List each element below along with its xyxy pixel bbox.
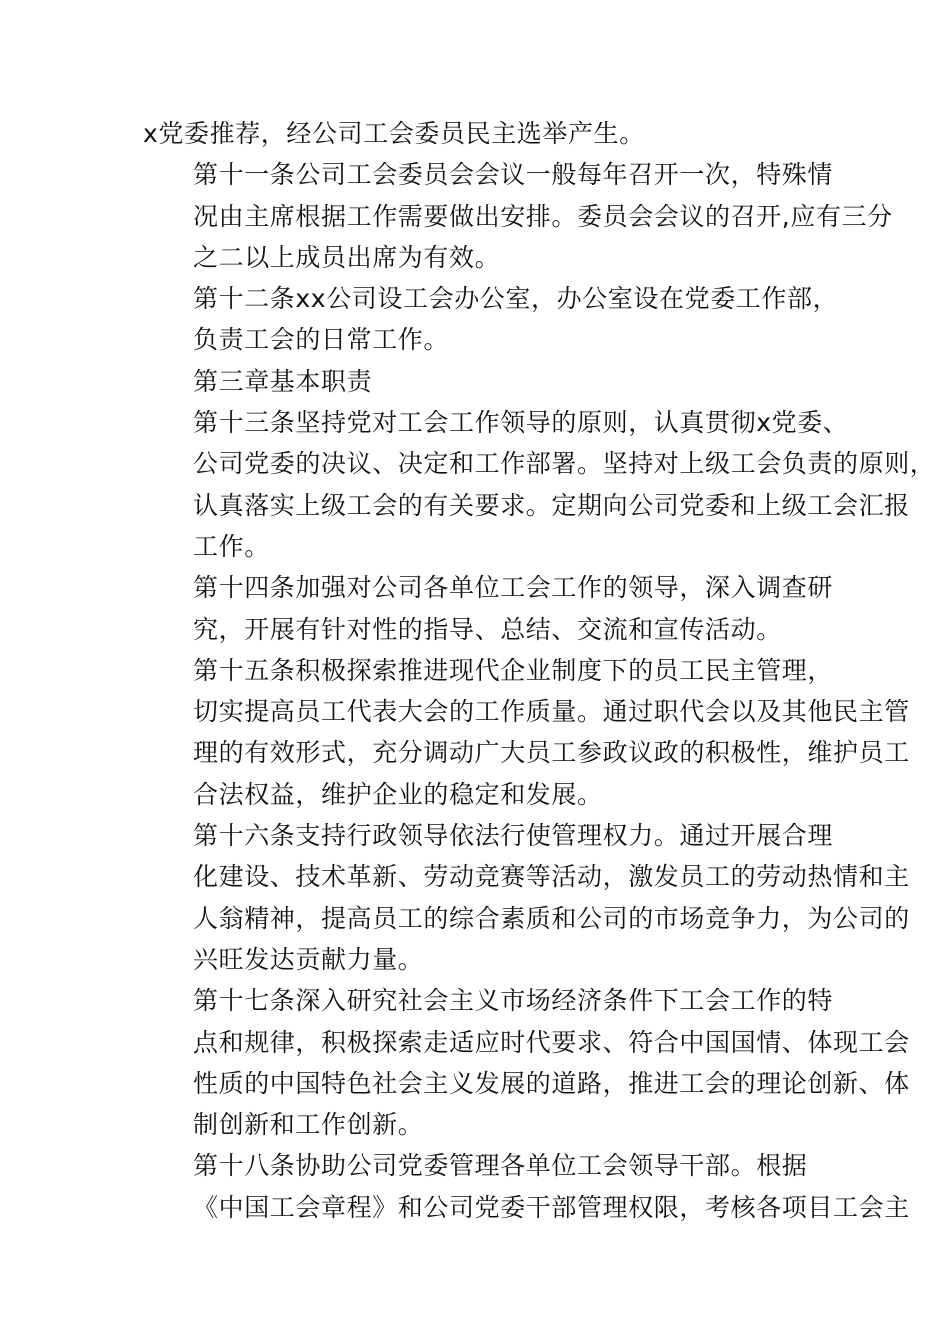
text-line: 第十七条深入研究社会主义市场经济条件下工会工作的特 [193, 986, 834, 1016]
text-line: 性质的中国特色社会主义发展的道路，推进工会的理论创新、体 [193, 1068, 910, 1098]
paragraph-p-article-11 [143, 154, 893, 278]
text-line: 公司党委的决议、决定和工作部署。坚持对上级工会负责的原则， [193, 449, 936, 479]
text-line: 第十一条公司工会委员会会议一般每年召开一次，特殊情 [193, 160, 834, 190]
text-line: 合法权益，维护企业的稳定和发展。 [193, 779, 603, 809]
paragraph-p-article-14 [143, 567, 834, 650]
text-line: x党委推荐，经公司工会委员民主选举产生。 [143, 119, 645, 148]
text-line: 兴旺发达贡献力量。 [193, 944, 424, 974]
text-line: 况由主席根据工作需要做出安排。委员会会议的召开,应有三分 [193, 201, 893, 231]
text-line: 理的有效形式，充分调动广大员工参政议政的积极性，维护员工 [193, 738, 910, 768]
text-line: 第十五条积极探索推进现代企业制度下的员工民主管理， [193, 655, 834, 685]
text-line: 第十二条xx公司设工会办公室，办公室设在党委工作部， [193, 284, 839, 314]
paragraph-p-article-12 [143, 278, 839, 361]
paragraph-p-article-15 [143, 650, 910, 815]
text-line: 工作。 [193, 531, 270, 561]
text-line: 人翁精神，提高员工的综合素质和公司的市场竞争力，为公司的 [193, 903, 910, 933]
paragraph-p-chapter-3 [143, 361, 813, 402]
paragraph-p-article-16 [143, 815, 910, 980]
text-line: 制创新和工作创新。 [193, 1110, 424, 1140]
paragraph-p-article-17 [143, 980, 910, 1145]
text-line: 第十八条协助公司党委管理各单位工会领导干部。根据 [193, 1151, 808, 1181]
text-line: 第十四条加强对公司各单位工会工作的领导，深入调查研 [193, 573, 834, 603]
text-line: 第十六条支持行政领导依法行使管理权力。通过开展合理 [193, 821, 834, 851]
text-line: 究，开展有针对性的指导、总结、交流和宣传活动。 [193, 614, 782, 644]
text-line: 负责工会的日常工作。 [193, 325, 450, 355]
paragraph-p-continuation [143, 113, 813, 154]
text-line: 认真落实上级工会的有关要求。定期向公司党委和上级工会汇报 [193, 490, 910, 520]
text-line: 第十三条坚持党对工会工作领导的原则，认真贯彻x党委、 [193, 408, 849, 438]
paragraph-p-article-18 [143, 1145, 910, 1228]
text-line: 点和规律，积极探索走适应时代要求、符合中国国情、体现工会 [193, 1027, 910, 1057]
text-line: 《中国工会章程》和公司党委干部管理权限，考核各项目工会主 [193, 1192, 910, 1222]
text-line: 第三章基本职责 [193, 366, 373, 396]
text-line: 之二以上成员出席为有效。 [193, 242, 501, 272]
text-line: 切实提高员工代表大会的工作质量。通过职代会以及其他民主管 [193, 697, 910, 727]
text-line: 化建设、技术革新、劳动竞赛等活动，激发员工的劳动热情和主 [193, 862, 910, 892]
document-body [143, 113, 936, 1228]
paragraph-p-article-13 [143, 402, 936, 567]
